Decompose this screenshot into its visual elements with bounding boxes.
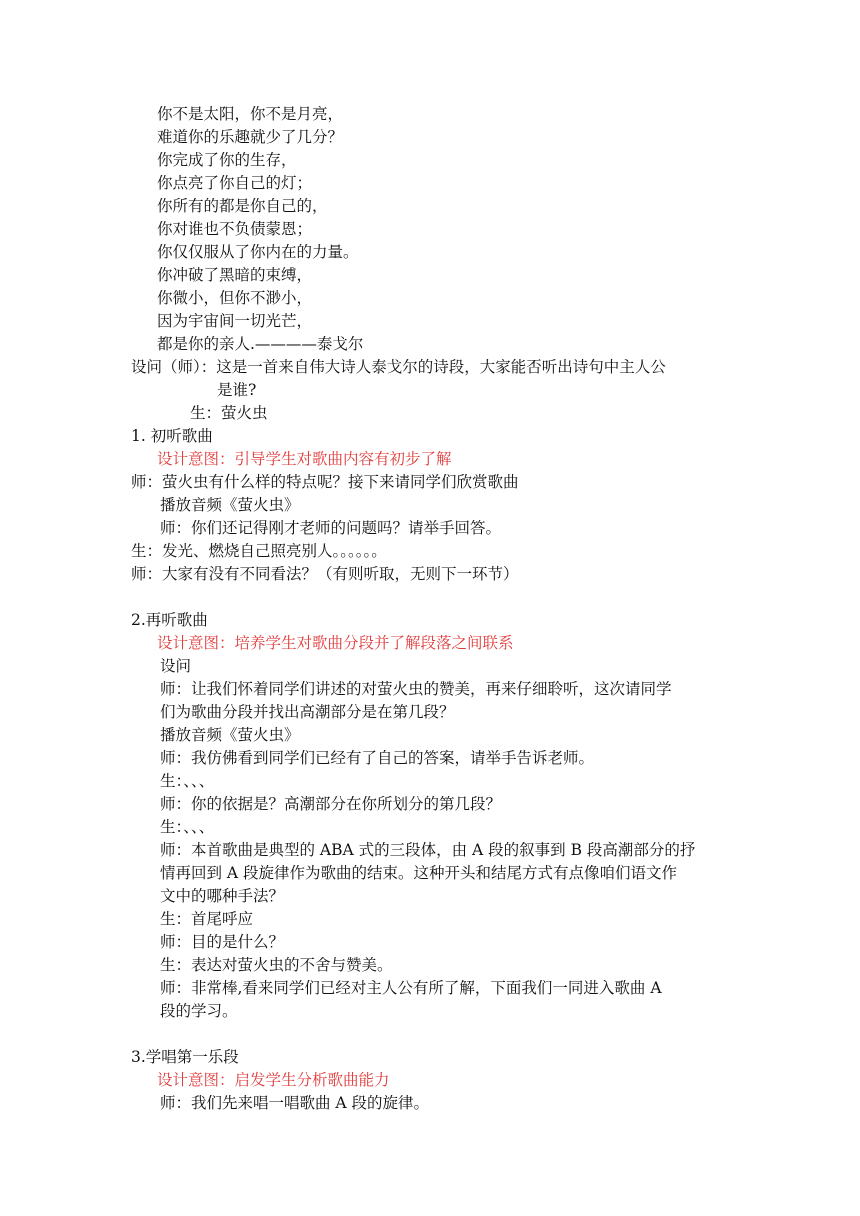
dialogue-line: 设问（师）：这是一首来自伟大诗人泰戈尔的诗段，大家能否听出诗句中主人公 [131,358,666,376]
poem-line: 你仅仅服从了你内在的力量。 [157,243,359,261]
dialogue-line: 生：、、、 [160,818,215,836]
dialogue-line: 生：萤火虫 [190,404,268,422]
poem-line: 你点亮了你自己的灯； [157,174,313,192]
dialogue-line: 师：本首歌曲是典型的 ABA 式的三段体，由 A 段的叙事到 B 段高潮部分的抒 [160,841,696,859]
design-intent: 设计意图：启发学生分析歌曲能力 [157,1071,390,1089]
poem-line: 你所有的都是你自己的， [157,197,328,215]
dialogue-line: 情再回到 A 段旋律作为歌曲的结束。这种开头和结尾方式有点像咱们语文作 [160,864,678,882]
design-intent: 设计意图：引导学生对歌曲内容有初步了解 [157,450,452,468]
poem-line: 都是你的亲人.————泰戈尔 [157,335,364,353]
dialogue-line: 师：我们先来唱一唱歌曲 A 段的旋律。 [160,1094,430,1112]
poem-line: 因为宇宙间一切光芒， [157,312,313,330]
dialogue-line: 生：首尾呼应 [160,910,254,928]
dialogue-line: 师：我仿佛看到同学们已经有了自己的答案，请举手告诉老师。 [160,749,595,767]
dialogue-line: 师：目的是什么？ [160,933,285,951]
dialogue-line: 师：你们还记得刚才老师的问题吗？请举手回答。 [160,519,502,537]
section-heading: 2.再听歌曲 [131,611,208,629]
poem-line: 你对谁也不负债蒙恩； [157,220,313,238]
poem-line: 你完成了你的生存， [157,151,297,169]
poem-line: 你微小，但你不渺小， [157,289,313,307]
section-heading: 3.学唱第一乐段 [131,1048,239,1066]
dialogue-line: 师：萤火虫有什么样的特点呢？接下来请同学们欣赏歌曲 [131,473,519,491]
dialogue-line: 播放音频《萤火虫》 [160,496,300,514]
dialogue-line: 生：、、、 [160,772,215,790]
dialogue-line: 师：非常棒,看来同学们已经对主人公有所了解，下面我们一同进入歌曲 A [160,979,662,997]
dialogue-line: 段的学习。 [160,1002,238,1020]
poem-line: 你不是太阳，你不是月亮， [157,105,344,123]
poem-line: 难道你的乐趣就少了几分？ [157,128,344,146]
dialogue-line: 师：让我们怀着同学们讲述的对萤火虫的赞美，再来仔细聆听，这次请同学 [160,680,672,698]
dialogue-line: 文中的哪种手法？ [160,887,285,905]
design-intent: 设计意图：培养学生对歌曲分段并了解段落之间联系 [157,634,514,652]
dialogue-line: 师：大家有没有不同看法？（有则听取，无则下一环节） [131,565,519,583]
dialogue-line: 是谁? [217,381,257,399]
dialogue-line: 生：发光、燃烧自己照亮别人。。。。。。 [131,542,387,560]
dialogue-line: 师：你的依据是？高潮部分在你所划分的第几段？ [160,795,502,813]
dialogue-line: 们为歌曲分段并找出高潮部分是在第几段？ [160,703,455,721]
dialogue-line: 生：表达对萤火虫的不舍与赞美。 [160,956,393,974]
dialogue-line: 播放音频《萤火虫》 [160,726,300,744]
section-heading: 1. 初听歌曲 [131,427,213,445]
poem-line: 你冲破了黑暗的束缚， [157,266,313,284]
dialogue-line: 设问 [160,657,192,675]
